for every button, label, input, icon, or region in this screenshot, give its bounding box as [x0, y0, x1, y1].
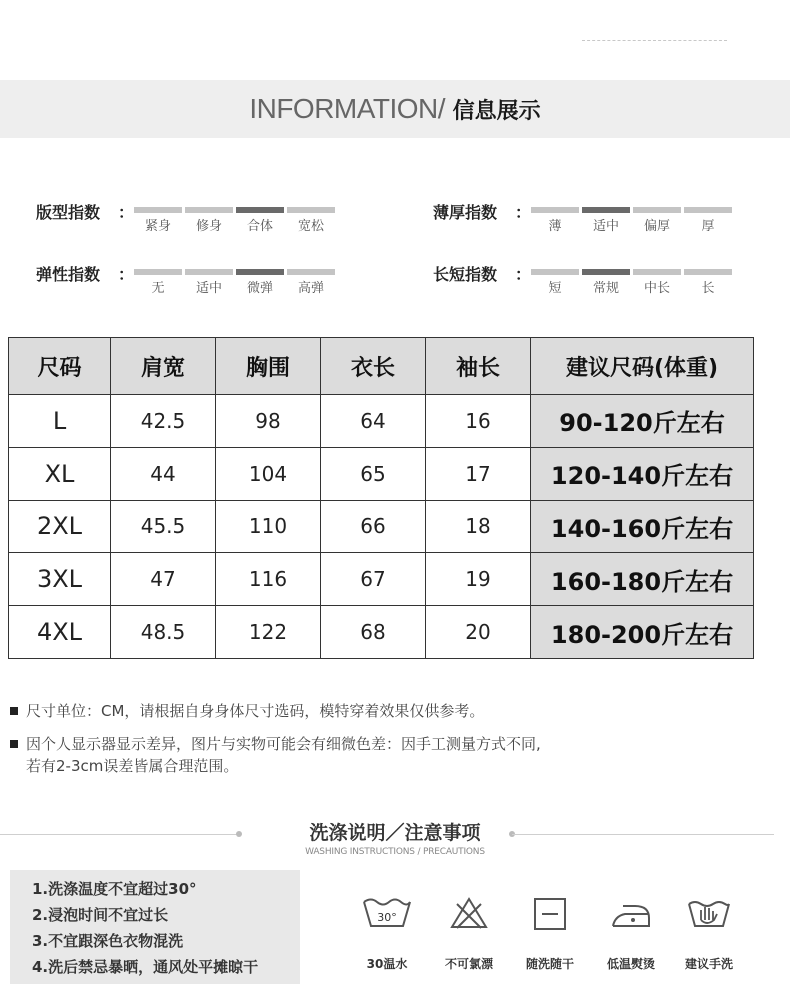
table-header: 建议尺码(体重): [531, 338, 754, 395]
index-segment: [134, 207, 182, 213]
banner-title-cn: 信息展示: [445, 99, 541, 124]
care-item: 4.洗后禁忌暴晒，通风处平摊晾干: [32, 958, 259, 976]
index-option: 常规: [592, 281, 619, 296]
table-cell: 116: [216, 553, 321, 606]
index-option: 高弹: [297, 281, 324, 296]
table-header: 肩宽: [111, 338, 216, 395]
table-cell: 19: [426, 553, 531, 606]
index-option: 中长: [643, 281, 670, 296]
care-instructions-box: [10, 870, 300, 984]
index-segment-selected: [582, 269, 630, 275]
care-item: 1.洗涤温度不宜超过30°: [32, 880, 197, 898]
fit-index: [36, 200, 346, 240]
index-option: 适中: [195, 281, 222, 296]
banner-title-en: INFORMATION/: [249, 93, 445, 124]
table-cell: 42.5: [111, 395, 216, 448]
table-cell-size: L: [9, 395, 111, 448]
index-segment: [185, 269, 233, 275]
table-cell-weight: 120-140斤左右: [531, 447, 754, 500]
table-cell: 122: [216, 606, 321, 659]
index-label: 长短指数: [433, 265, 498, 284]
table-cell: 48.5: [111, 606, 216, 659]
info-banner: [0, 80, 790, 138]
table-cell-size: 3XL: [9, 553, 111, 606]
wash-30-icon: [355, 896, 419, 936]
hand-wash-icon: [677, 896, 741, 936]
index-option: 紧身: [144, 219, 171, 234]
bullet-square-icon: [10, 707, 18, 715]
index-option: 适中: [592, 219, 619, 234]
care-icon-label: 建议手洗: [684, 957, 733, 971]
table-row: [9, 395, 754, 448]
index-option: 短: [548, 281, 562, 296]
index-segment: [134, 269, 182, 275]
table-cell: 98: [216, 395, 321, 448]
size-table: [8, 337, 754, 659]
table-header: 尺码: [9, 338, 111, 395]
note-text: 因个人显示器显示差异，图片与实物可能会有细微色差：因手工测量方式不同,: [26, 735, 541, 753]
table-cell-size: XL: [9, 447, 111, 500]
table-cell-weight: 90-120斤左右: [531, 395, 754, 448]
index-segment: [531, 269, 579, 275]
index-option: 无: [151, 281, 165, 296]
index-option: 厚: [701, 219, 715, 234]
table-cell: 110: [216, 500, 321, 553]
table-row: [9, 606, 754, 659]
thickness-index: [433, 200, 743, 240]
table-header: 衣长: [321, 338, 426, 395]
index-segment: [684, 269, 732, 275]
index-colon: ：: [515, 203, 532, 222]
table-cell: 44: [111, 447, 216, 500]
table-row: [9, 500, 754, 553]
note-text: 若有2-3cm误差皆属合理范围。: [26, 757, 239, 775]
index-segment: [633, 207, 681, 213]
index-option: 长: [701, 281, 715, 296]
index-segment: [531, 207, 579, 213]
index-label: 弹性指数: [36, 265, 101, 284]
care-icon-label: 不可氯漂: [444, 957, 493, 971]
index-segment: [684, 207, 732, 213]
index-label: 版型指数: [36, 203, 101, 222]
table-cell: 64: [321, 395, 426, 448]
low-iron-icon: [599, 896, 663, 936]
care-item: 3.不宜跟深色衣物混洗: [32, 932, 184, 950]
index-option: 微弹: [246, 281, 273, 296]
index-colon: ：: [515, 265, 532, 284]
table-row: [9, 553, 754, 606]
table-header-row: [9, 338, 754, 395]
table-cell-weight: 140-160斤左右: [531, 500, 754, 553]
table-cell: 16: [426, 395, 531, 448]
no-bleach-icon: [437, 896, 501, 936]
index-colon: ：: [118, 203, 135, 222]
table-cell: 18: [426, 500, 531, 553]
washing-subtitle: WASHING INSTRUCTIONS / PRECAUTIONS: [305, 847, 485, 857]
table-header: 袖长: [426, 338, 531, 395]
index-segment: [287, 269, 335, 275]
banner-title: [0, 80, 790, 138]
table-cell: 17: [426, 447, 531, 500]
table-cell: 67: [321, 553, 426, 606]
index-segment-selected: [582, 207, 630, 213]
table-cell: 66: [321, 500, 426, 553]
table-cell-weight: 180-200斤左右: [531, 606, 754, 659]
bullet-square-icon: [10, 740, 18, 748]
table-cell: 68: [321, 606, 426, 659]
wash-temperature-text: 30°: [377, 911, 397, 924]
index-option: 偏厚: [643, 219, 670, 234]
table-row: [9, 447, 754, 500]
table-cell-size: 2XL: [9, 500, 111, 553]
index-option: 合体: [246, 219, 273, 234]
length-index: [433, 262, 743, 302]
index-segment: [633, 269, 681, 275]
tumble-dry-icon: [518, 896, 582, 936]
index-segment: [185, 207, 233, 213]
table-cell: 20: [426, 606, 531, 659]
note-color-difference: [10, 733, 541, 777]
care-icon-label: 随洗随干: [525, 957, 574, 971]
table-header: 胸围: [216, 338, 321, 395]
note-text: 尺寸单位：CM，请根据自身身体尺寸选码，模特穿着效果仅供参考。: [26, 702, 485, 720]
index-colon: ：: [118, 265, 135, 284]
care-icon-label: 30温水: [366, 957, 408, 971]
top-dashed-divider: [582, 40, 727, 41]
index-segment-selected: [236, 207, 284, 213]
index-label: 薄厚指数: [433, 203, 498, 222]
index-option: 薄: [548, 219, 562, 234]
table-cell: 65: [321, 447, 426, 500]
table-cell: 104: [216, 447, 321, 500]
table-cell-weight: 160-180斤左右: [531, 553, 754, 606]
table-cell: 45.5: [111, 500, 216, 553]
index-option: 宽松: [297, 219, 324, 234]
table-cell-size: 4XL: [9, 606, 111, 659]
care-item: 2.浸泡时间不宜过长: [32, 906, 169, 924]
index-segment: [287, 207, 335, 213]
elasticity-index: [36, 262, 346, 302]
note-size-unit: [10, 700, 484, 722]
care-icon-label: 低温熨烫: [606, 957, 655, 971]
washing-title: 洗涤说明／注意事项: [309, 822, 481, 844]
index-segment-selected: [236, 269, 284, 275]
table-cell: 47: [111, 553, 216, 606]
index-option: 修身: [195, 219, 222, 234]
